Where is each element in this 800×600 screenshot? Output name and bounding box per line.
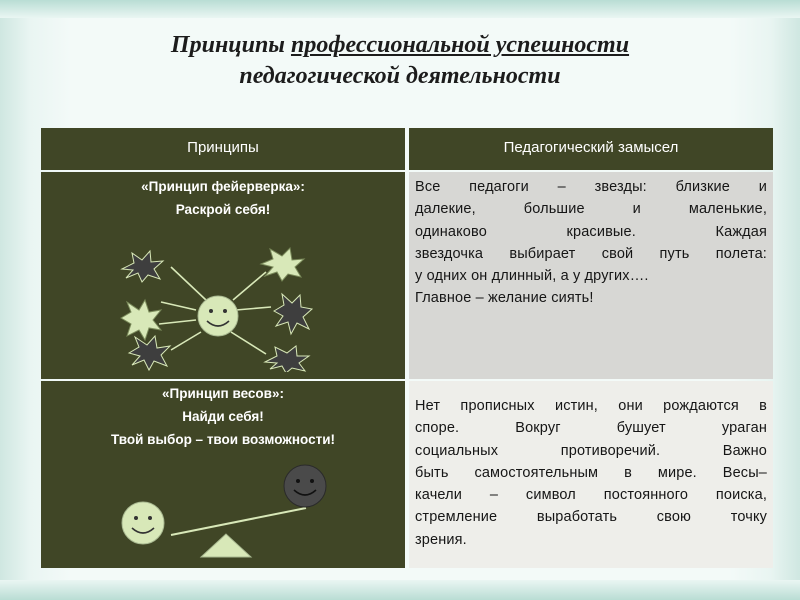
star-burst-icon <box>129 336 170 370</box>
row-1-idea-cell <box>409 172 773 379</box>
principle-line: «Принцип фейерверка»: <box>141 179 305 194</box>
idea-line: качели – символ постоянного поиска, <box>415 487 767 504</box>
title-line-1 <box>40 30 760 61</box>
ray-line <box>236 307 271 310</box>
smiley-face-icon <box>198 296 238 336</box>
row-2-idea-cell <box>409 381 773 568</box>
idea-line: быть самостоятельным в мире. Весы– <box>415 464 767 481</box>
idea-line: Все педагоги – звезды: близкие и <box>415 179 767 195</box>
principle-line: Раскрой себя! <box>175 202 271 217</box>
ray-line <box>231 332 266 354</box>
principle-line: Найди себя! <box>182 409 264 424</box>
ray-line <box>233 272 266 300</box>
smiley-face-icon <box>122 502 164 544</box>
ray-line <box>171 332 201 350</box>
row-1-principle-text <box>41 175 405 221</box>
scales-fulcrum <box>201 534 251 557</box>
idea-line: далекие, большие и маленькие, <box>415 201 767 218</box>
header-principles <box>41 128 405 170</box>
scales-icon <box>41 456 405 568</box>
title-prefix: Принципы <box>170 32 291 58</box>
ray-line <box>161 302 196 310</box>
star-burst-icon <box>121 300 161 340</box>
row-1-principle-cell <box>41 172 405 379</box>
row-1-idea-text <box>415 176 767 310</box>
slide-title <box>40 30 760 92</box>
idea-line: зрения. <box>415 531 467 548</box>
idea-line: стремление выработать свою точку <box>415 509 767 526</box>
ray-line <box>171 267 206 300</box>
header-principles-label: Принципы <box>187 139 259 156</box>
header-idea-label: Педагогический замысел <box>503 139 679 156</box>
smiley-face-icon <box>284 465 326 507</box>
idea-line: Главное – желание сиять! <box>415 290 594 307</box>
fireworks-illustration <box>41 232 405 372</box>
idea-line: социальных противоречий. Важно <box>415 442 767 459</box>
idea-line: звездочка выбирает свой путь полета: <box>415 245 767 262</box>
principle-line: Твой выбор – твои возможности! <box>111 432 335 447</box>
idea-line: споре. Вокруг бушует ураган <box>415 420 767 437</box>
idea-line: Нет прописных истин, они рождаются в <box>415 398 767 414</box>
star-burst-icon <box>274 294 312 334</box>
row-2-idea-text <box>415 395 767 551</box>
idea-line: одинаково красивые. Каждая <box>415 223 767 240</box>
idea-line: у одних он длинный, а у других…. <box>415 268 649 285</box>
star-burst-icon <box>122 251 163 282</box>
slide-frame-bottom <box>0 580 800 600</box>
title-line-2: педагогической деятельности <box>239 63 561 89</box>
row-2-principle-text <box>41 382 405 451</box>
star-burst-icon <box>261 248 304 281</box>
star-burst-icon <box>265 346 309 372</box>
scales-beam <box>171 508 306 535</box>
header-idea <box>409 128 773 170</box>
row-2-principle-cell <box>41 381 405 568</box>
principle-line: «Принцип весов»: <box>162 386 284 401</box>
slide-frame-top <box>0 0 800 18</box>
ray-line <box>159 320 196 324</box>
title-underlined: профессиональной успешности <box>290 32 630 58</box>
principles-table <box>41 128 773 568</box>
